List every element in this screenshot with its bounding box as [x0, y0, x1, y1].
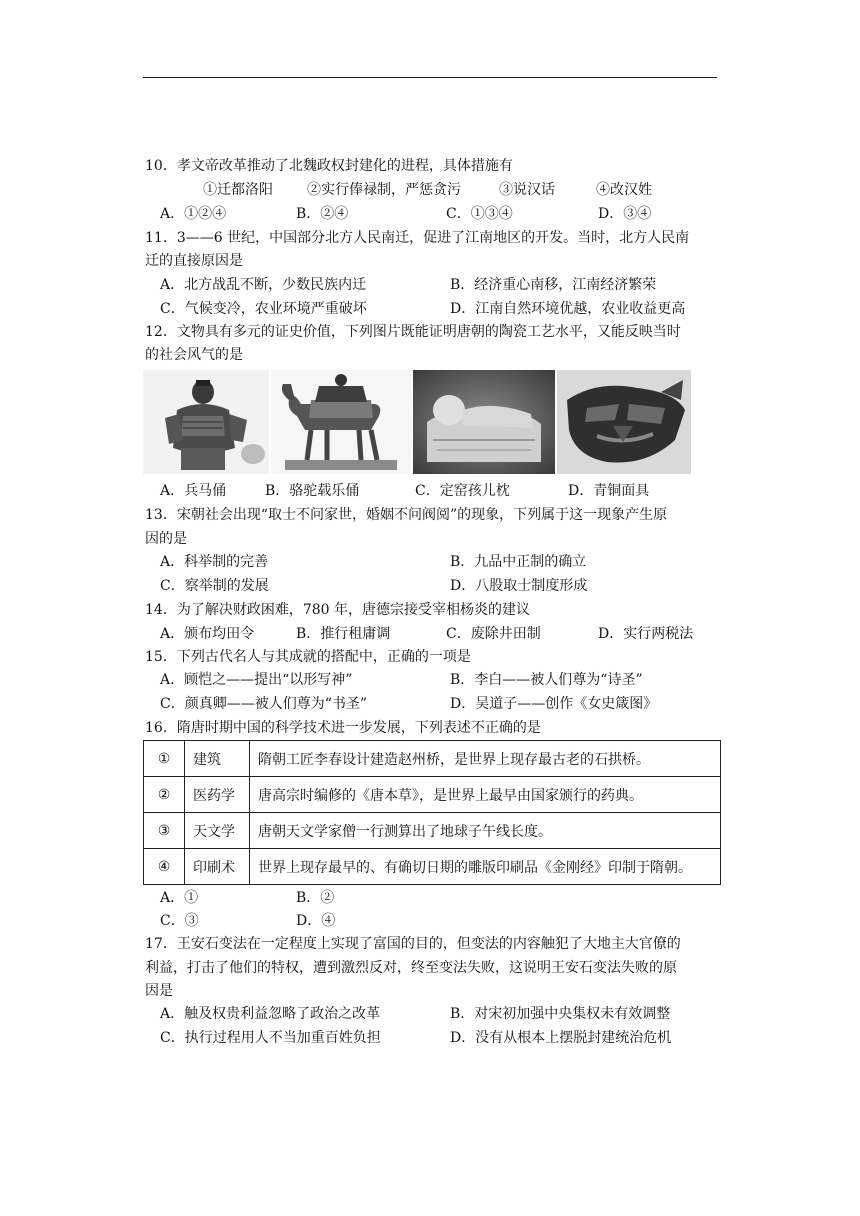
- q10-item-3: ③说汉话: [499, 182, 555, 198]
- q14-stem: 14．为了解决财政困难，780 年，唐德宗接受宰相杨炎的建议: [145, 602, 530, 618]
- row-field: 建筑: [185, 741, 250, 777]
- q10-item-4: ④改汉姓: [596, 182, 652, 198]
- q11-option-c: C．气候变冷，农业环境严重破坏: [160, 301, 367, 317]
- q10-option-b: B．②④: [296, 206, 349, 222]
- q12-option-c: C．定窑孩儿枕: [415, 483, 510, 499]
- q10-option-d: D．③④: [598, 206, 652, 222]
- q12-stem-line1: 12．文物具有多元的证史价值，下列图片既能证明唐朝的陶瓷工艺水平，又能反映当时: [145, 324, 681, 340]
- q17-stem-line2: 利益，打击了他们的特权，遭到激烈反对，终至变法失败，这说明王安石变法失败的原: [145, 960, 677, 976]
- row-number: ③: [144, 813, 185, 849]
- q16-stem: 16．隋唐时期中国的科学技术进一步发展，下列表述不正确的是: [145, 720, 541, 736]
- q17-option-a: A．触及权贵利益忽略了政治之改革: [160, 1006, 381, 1022]
- q13-stem-line2: 因的是: [145, 531, 187, 547]
- q12-option-a: A．兵马俑: [160, 483, 227, 499]
- q12-stem-line2: 的社会风气的是: [145, 347, 243, 363]
- q11-option-b: B．经济重心南移，江南经济繁荣: [450, 277, 657, 293]
- table-row: [144, 813, 721, 849]
- q14-option-c: C．废除井田制: [446, 626, 541, 642]
- q12-option-b: B．骆驼载乐俑: [265, 483, 360, 499]
- q10-item-2: ②实行俸禄制，严惩贪污: [307, 182, 461, 198]
- q13-option-a: A．科举制的完善: [160, 554, 269, 570]
- q10-item-1: ①迁都洛阳: [203, 182, 273, 198]
- row-description: 隋朝工匠李春设计建造赵州桥，是世界上现存最古老的石拱桥。: [250, 741, 721, 777]
- table-row: [144, 741, 721, 777]
- q13-option-b: B．九品中正制的确立: [450, 554, 587, 570]
- q15-option-b: B．李白——被人们尊为“诗圣”: [450, 672, 643, 688]
- q14-option-b: B．推行租庸调: [296, 626, 391, 642]
- row-field: 印刷术: [185, 849, 250, 885]
- q12-option-d: D．青铜面具: [568, 483, 650, 499]
- q17-stem-line1: 17．王安石变法在一定程度上实现了富国的目的，但变法的内容触犯了大地主大官僚的: [145, 936, 681, 952]
- q16-option-b: B．②: [296, 890, 335, 906]
- q14-option-a: A．颁布均田令: [160, 626, 255, 642]
- q16-option-d: D．④: [296, 913, 336, 929]
- q17-option-d: D．没有从根本上摆脱封建统治危机: [450, 1030, 672, 1046]
- row-number: ④: [144, 849, 185, 885]
- bronze-mask-image: [557, 370, 691, 474]
- q10-option-a: A．①②④: [160, 206, 227, 222]
- q16-option-c: C．③: [160, 913, 199, 929]
- header-rule: [143, 77, 717, 78]
- row-field: 天文学: [185, 813, 250, 849]
- science-table: [143, 740, 721, 885]
- row-description: 唐高宗时编修的《唐本草》，是世界上最早由国家颁行的药典。: [250, 777, 721, 813]
- q15-stem: 15．下列古代名人与其成就的搭配中，正确的一项是: [145, 649, 471, 665]
- q11-option-a: A．北方战乱不断，少数民族内迁: [160, 277, 367, 293]
- row-description: 世界上现存最早的、有确切日期的雕版印刷品《金刚经》印制于隋朝。: [250, 849, 721, 885]
- q15-option-a: A．顾恺之——提出“以形写神”: [160, 672, 353, 688]
- terracotta-warrior-image: [143, 370, 269, 474]
- child-pillow-image: [413, 370, 555, 474]
- q16-option-a: A．①: [160, 890, 199, 906]
- q12-image-row: [143, 370, 691, 474]
- table-row: [144, 777, 721, 813]
- q13-option-d: D．八股取士制度形成: [450, 578, 588, 594]
- table-row: [144, 849, 721, 885]
- q11-option-d: D．江南自然环境优越，农业收益更高: [450, 301, 686, 317]
- q11-stem-line2: 迁的直接原因是: [145, 253, 243, 269]
- camel-musicians-image: [271, 370, 411, 474]
- row-field: 医药学: [185, 777, 250, 813]
- row-number: ①: [144, 741, 185, 777]
- q17-option-c: C．执行过程用人不当加重百姓负担: [160, 1030, 381, 1046]
- q15-option-d: D．吴道子——创作《女史箴图》: [450, 696, 658, 712]
- q10-stem: 10．孝文帝改革推动了北魏政权封建化的进程，具体措施有: [145, 158, 513, 174]
- q11-stem-line1: 11．3——6 世纪，中国部分北方人民南迁，促进了江南地区的开发。当时，北方人民南: [145, 230, 690, 246]
- q10-option-c: C．①③④: [446, 206, 513, 222]
- q17-stem-line3: 因是: [145, 983, 173, 999]
- q15-option-c: C．颜真卿——被人们尊为“书圣”: [160, 696, 368, 712]
- row-number: ②: [144, 777, 185, 813]
- row-description: 唐朝天文学家僧一行测算出了地球子午线长度。: [250, 813, 721, 849]
- q13-stem-line1: 13．宋朝社会出现“取士不问家世，婚姻不问阀阅”的现象，下列属于这一现象产生原: [145, 507, 668, 523]
- q14-option-d: D．实行两税法: [598, 626, 694, 642]
- q13-option-c: C．察举制的发展: [160, 578, 269, 594]
- q17-option-b: B．对宋初加强中央集权未有效调整: [450, 1006, 671, 1022]
